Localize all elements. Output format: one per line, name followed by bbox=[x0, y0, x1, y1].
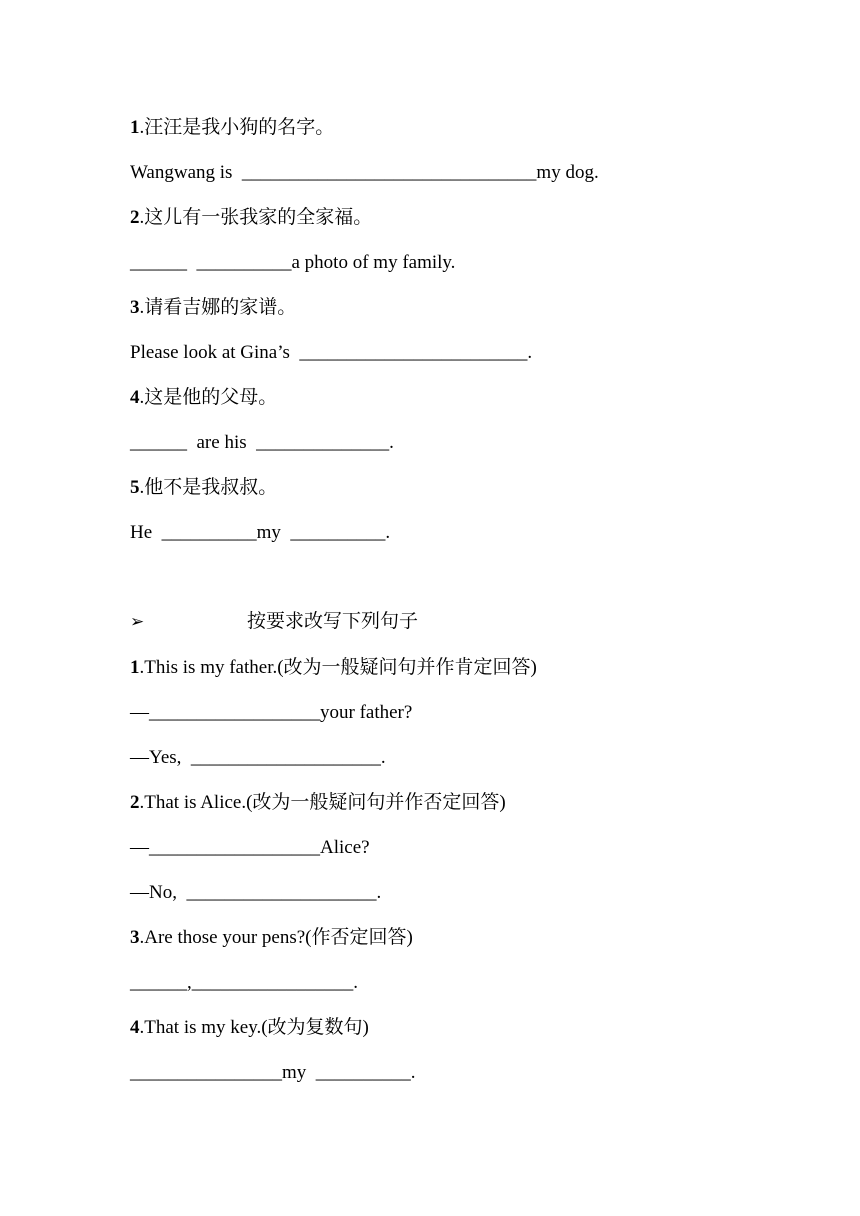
question-text: .这是他的父母。 bbox=[139, 387, 278, 408]
question-number: 5 bbox=[130, 477, 140, 498]
s2-q1-answer-line-2: —Yes, ____________________. bbox=[130, 747, 386, 768]
arrow-bullet-icon: ➢ bbox=[130, 612, 145, 631]
question-number: 3 bbox=[130, 927, 140, 948]
question-text: .他不是我叔叔。 bbox=[139, 477, 278, 498]
s2-q1-prompt bbox=[130, 656, 537, 680]
question-text: .请看吉娜的家谱。 bbox=[139, 297, 297, 318]
s2-q3-answer-line: ______,_________________. bbox=[130, 972, 358, 993]
s2-q2-answer-line-1: —__________________Alice? bbox=[130, 837, 370, 858]
question-number: 2 bbox=[130, 207, 140, 228]
question-number: 1 bbox=[130, 657, 140, 678]
s1-q2-answer-line: ______ __________a photo of my family. bbox=[130, 252, 456, 273]
s1-q1-answer-line: Wangwang is _______________________________my dog. bbox=[130, 162, 599, 183]
question-number: 2 bbox=[130, 792, 140, 813]
question-text: .This is my father.(改为一般疑问句并作肯定回答) bbox=[139, 657, 537, 678]
s1-q3-answer-line: Please look at Gina’s ________________________. bbox=[130, 342, 533, 363]
question-text: .That is my key.(改为复数句) bbox=[139, 1017, 369, 1038]
s2-q2-prompt bbox=[130, 791, 506, 815]
s1-q5-prompt bbox=[130, 476, 277, 500]
section-heading: 按要求改写下列句子 bbox=[247, 611, 419, 632]
question-number: 3 bbox=[130, 297, 140, 318]
question-text: .That is Alice.(改为一般疑问句并作否定回答) bbox=[139, 792, 506, 813]
s1-q2-prompt bbox=[130, 206, 372, 230]
s1-q4-prompt bbox=[130, 386, 277, 410]
question-number: 4 bbox=[130, 387, 140, 408]
s2-q1-answer-line-1: —__________________your father? bbox=[130, 702, 413, 723]
s2-q3-prompt bbox=[130, 926, 413, 950]
question-text: .汪汪是我小狗的名字。 bbox=[139, 117, 335, 138]
s1-q1-prompt bbox=[130, 116, 334, 140]
s2-q4-answer-line: ________________my __________. bbox=[130, 1062, 416, 1083]
question-number: 4 bbox=[130, 1017, 140, 1038]
question-number: 1 bbox=[130, 117, 140, 138]
question-text: .Are those your pens?(作否定回答) bbox=[139, 927, 413, 948]
s2-q4-prompt bbox=[130, 1016, 369, 1040]
question-text: .这儿有一张我家的全家福。 bbox=[139, 207, 373, 228]
s2-q2-answer-line-2: —No, ____________________. bbox=[130, 882, 382, 903]
s1-q3-prompt bbox=[130, 296, 296, 320]
s1-q4-answer-line: ______ are his ______________. bbox=[130, 432, 394, 453]
s1-q5-answer-line: He __________my __________. bbox=[130, 522, 391, 543]
